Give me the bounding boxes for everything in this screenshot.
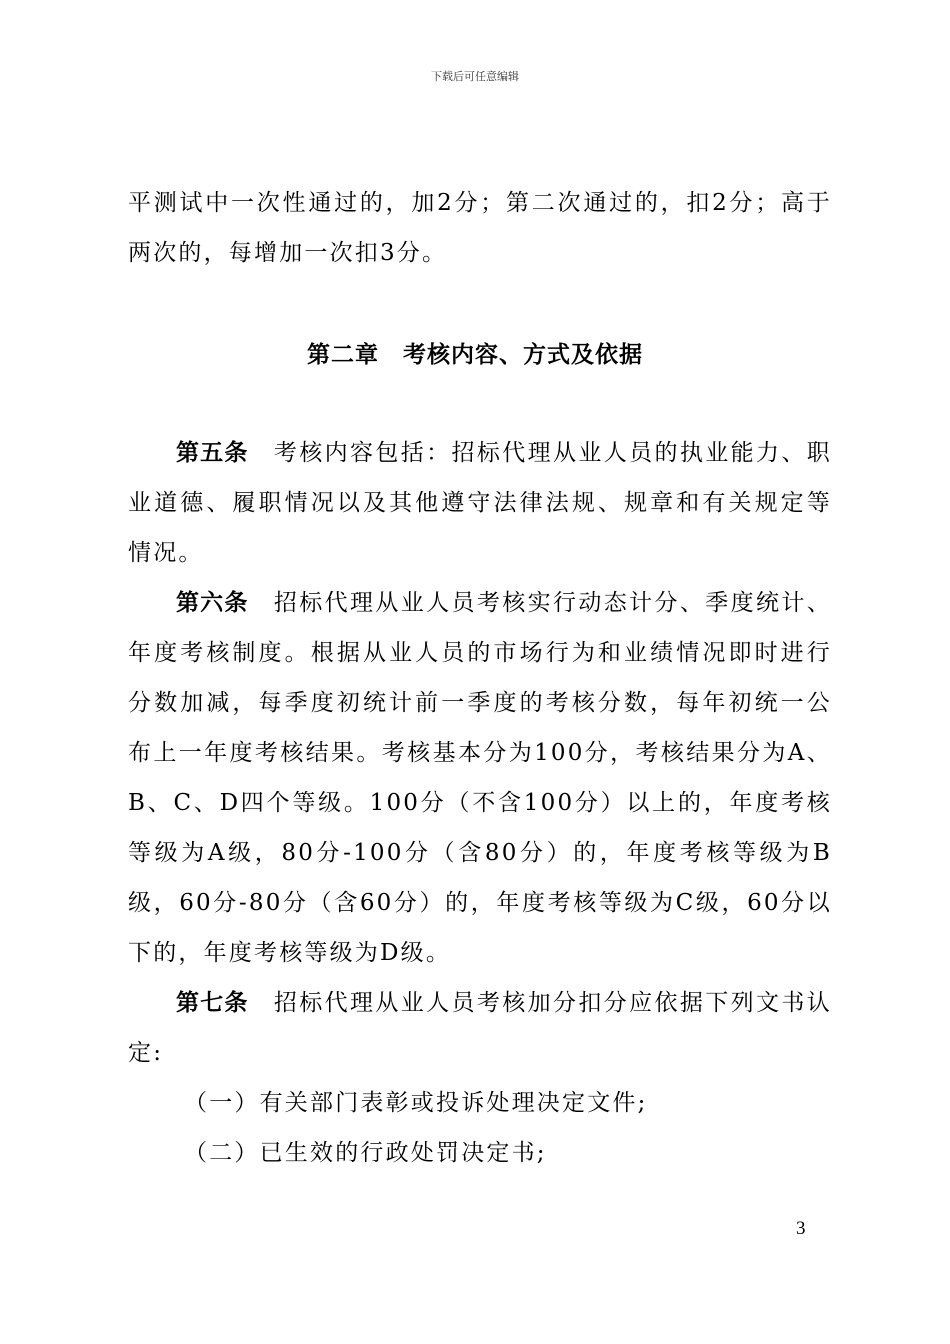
article-6-text: 招标代理从业人员考核实行动态计分、季度统计、年度考核制度。根据从业人员的市场行为和业绩情况即时进行分数加减，每季度初统计前一季度的考核分数，每年初统一公布上一年度考核结果。考核基本分为100分，考核结果分为A、B、C、D四个等级。100分（不含100分）以上的，年度考核等级为A级，80分-100分（含80分）的，年度考核等级为B级，60分-80分（含60分）的，年度考核等级为C级，60分以下的，年度考核等级为D级。: [128, 590, 832, 966]
chapter-title: 第二章 考核内容、方式及依据: [307, 342, 643, 368]
continuation-paragraph: [128, 178, 832, 278]
article-5-text: 考核内容包括：招标代理从业人员的执业能力、职业道德、履职情况以及其他遵守法律法规、规章和有关规定等情况。: [128, 440, 832, 566]
continuation-text: 平测试中一次性通过的，加2分；第二次通过的，扣2分；高于两次的，每增加一次扣3分。: [128, 190, 832, 266]
article-7-text: 招标代理从业人员考核加分扣分应依据下列文书认定:: [128, 990, 832, 1066]
articles-section: [128, 428, 832, 1178]
article-6: [128, 578, 832, 978]
list-item-2: （二）已生效的行政处罚决定书;: [184, 1140, 547, 1166]
article-5: [128, 428, 832, 578]
article-7-label: 第七条: [176, 990, 249, 1016]
page-number: 3: [796, 1218, 806, 1239]
article-5-label: 第五条: [176, 440, 249, 466]
article-6-label: 第六条: [176, 590, 249, 616]
page-header: 下载后可任意编辑: [431, 70, 519, 83]
list-item-1: （一）有关部门表彰或投诉处理决定文件;: [184, 1090, 648, 1116]
article-7: [128, 978, 832, 1078]
